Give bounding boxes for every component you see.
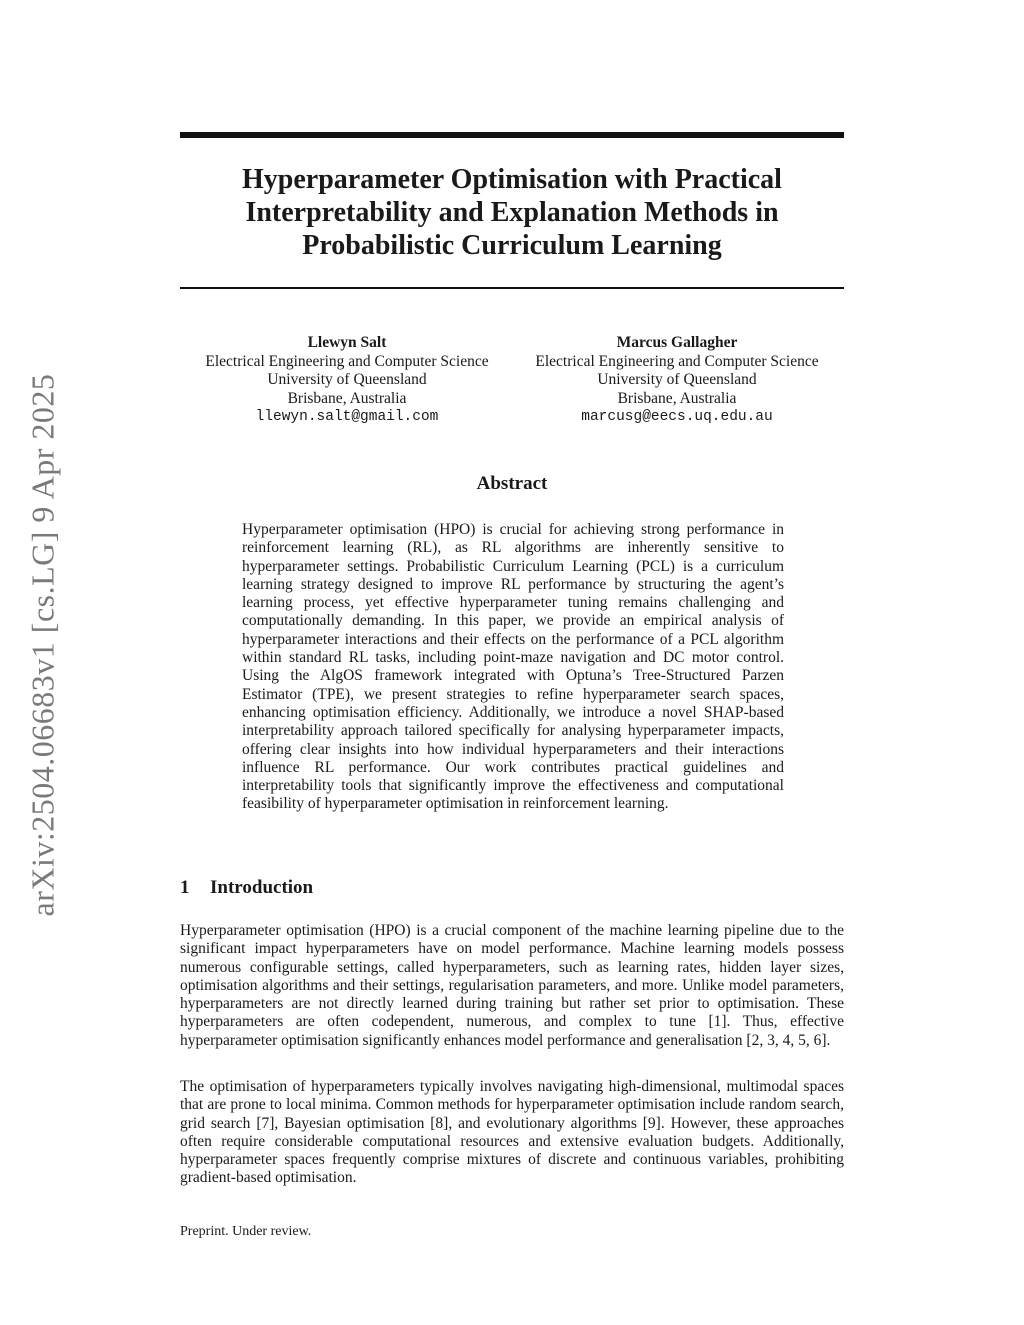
author-block <box>182 334 512 427</box>
section-title: Introduction <box>210 877 314 898</box>
author-department: Electrical Engineering and Computer Science <box>205 352 489 370</box>
title-line: Interpretability and Explanation Methods in <box>245 197 779 228</box>
title-line: Hyperparameter Optimisation with Practical <box>242 164 782 195</box>
author-email: marcusg@eecs.uq.edu.au <box>581 409 773 426</box>
author-name: Marcus Gallagher <box>616 334 738 351</box>
abstract-text: Hyperparameter optimisation (HPO) is crucial for achieving strong performance in reinforcement learning (RL), as RL algorithms are inherently sensitive to hyperparameter settings. Probabilistic Curriculum Learning (PCL) is a curriculum learning strategy designed to improve RL performance by structuring the agent’s learning process, yet effective hyperparameter tuning remains challenging and computationally demanding. In this paper, we provide an empirical analysis of hyperparameter interactions and their effects on the performance of a PCL algorithm within standard RL tasks, including point-maze navigation and DC motor control. Using the AlgOS framework integrated with Optuna’s Tree-Structured Parzen Estimator (TPE), we present strategies to refine hyperparameter search spaces, enhancing optimisation efficiency. Additionally, we introduce a novel SHAP-based interpretability approach tailored specifically for analysing hyperparameter impacts, offering clear insights into how individual hyperparameters and their interactions influence RL performance. Our work contributes practical guidelines and interpretability tools that significantly improve the effectiveness and computational feasibility of hyperparameter optimisation in reinforcement learning. <box>242 521 784 813</box>
abstract-heading: Abstract <box>476 473 548 494</box>
section-heading-introduction <box>180 877 313 899</box>
body-paragraph: Hyperparameter optimisation (HPO) is a crucial component of the machine learning pipeline due to the significant impact hyperparameters have on model performance. Machine learning models possess numerous configurable settings, called hyperparameters, such as learning rates, hidden layer sizes, optimisation algorithms and their settings, regularisation parameters, and more. Unlike model parameters, hyperparameters are not directly learned during training but rather set prior to optimisation. These hyperparameters are often codependent, numerous, and complex to tune [1]. Thus, effective hyperparameter optimisation significantly enhances model performance and generalisation [2, 3, 4, 5, 6]. <box>180 922 844 1049</box>
title-bottom-rule <box>180 287 844 289</box>
title-line: Probabilistic Curriculum Learning <box>302 230 722 261</box>
author-location: Brisbane, Australia <box>617 389 737 407</box>
section-number: 1 <box>180 877 190 898</box>
paper-title <box>180 163 844 262</box>
title-top-rule <box>180 132 844 138</box>
footer-note: Preprint. Under review. <box>180 1224 312 1239</box>
author-university: University of Queensland <box>267 371 427 389</box>
author-block <box>512 334 842 427</box>
author-email: llewyn.salt@gmail.com <box>255 409 439 426</box>
author-name: Llewyn Salt <box>307 334 387 351</box>
arxiv-identifier-stamp: arXiv:2504.06683v1 [cs.LG] 9 Apr 2025 <box>24 373 61 917</box>
author-location: Brisbane, Australia <box>287 389 407 407</box>
author-university: University of Queensland <box>597 371 757 389</box>
body-paragraph: The optimisation of hyperparameters typically involves navigating high-dimensional, multimodal spaces that are prone to local minima. Common methods for hyperparameter optimisation include random search, grid search [7], Bayesian optimisation [8], and evolutionary algorithms [9]. However, these approaches often require considerable computational resources and extensive evaluation budgets. Additionally, hyperparameter spaces frequently comprise mixtures of discrete and continuous variables, prohibiting gradient-based optimisation. <box>180 1078 844 1187</box>
author-department: Electrical Engineering and Computer Science <box>535 352 819 370</box>
